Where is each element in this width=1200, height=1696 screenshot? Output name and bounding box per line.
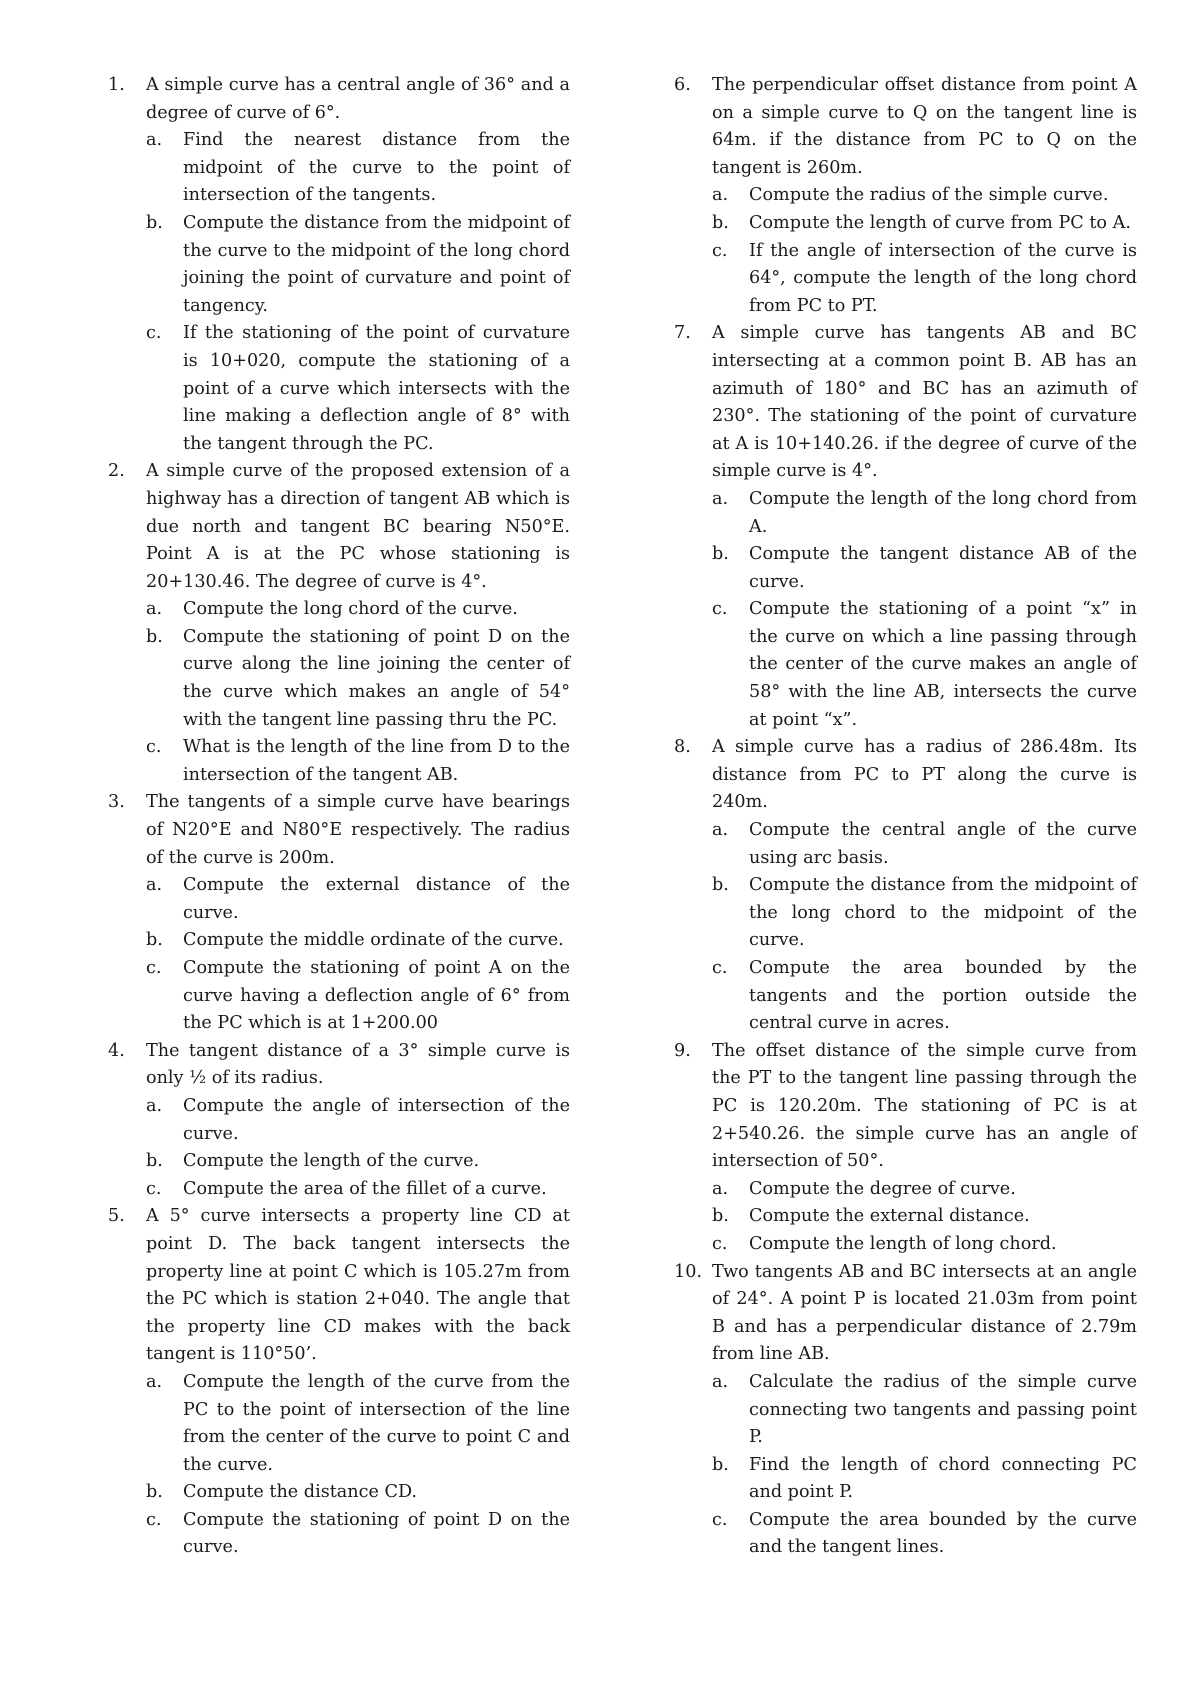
sub-question-text: Calculate the radius of the simple curve connecting two tangents and passing point P.	[749, 1371, 1137, 1448]
question-text: The tangent distance of a 3° simple curve is only ½ of its radius.	[146, 1040, 570, 1089]
sub-question-b	[712, 1452, 1137, 1507]
sub-question-letter: b.	[712, 1206, 729, 1227]
sub-question-text: Compute the length of long chord.	[749, 1233, 1057, 1254]
question-6	[674, 72, 1137, 320]
sub-question-c	[712, 238, 1137, 321]
sub-question-letter: c.	[146, 323, 162, 344]
sub-question-letter: c.	[146, 737, 162, 758]
sub-question-letter: b.	[712, 212, 729, 233]
question-10	[674, 1259, 1137, 1563]
question-number: 8.	[674, 737, 691, 758]
sub-question-text: Compute the area bounded by the curve and the tangent lines.	[749, 1509, 1137, 1558]
sub-question-letter: a.	[146, 1371, 163, 1392]
sub-question-c	[146, 320, 570, 458]
sub-question-text: What is the length of the line from D to the intersection of the tangent AB.	[183, 737, 570, 785]
sub-question-a	[146, 1369, 570, 1479]
sub-question-c	[712, 1507, 1137, 1562]
sub-question-text: Compute the tangent distance AB of the curve.	[749, 544, 1137, 592]
sub-question-letter: a.	[712, 1178, 729, 1199]
question-number: 1.	[108, 75, 125, 95]
question-9	[674, 1038, 1137, 1259]
sub-question-b	[146, 210, 570, 320]
sub-question-a	[712, 1176, 1137, 1204]
sub-question-text: Compute the central angle of the curve using arc basis.	[749, 820, 1137, 868]
sub-question-letter: a.	[712, 185, 729, 206]
sub-question-letter: c.	[146, 958, 162, 978]
sub-question-letter: c.	[712, 958, 728, 978]
question-number: 6.	[674, 75, 691, 95]
question-text: The perpendicular offset distance from point A on a simple curve to Q on the tangent line is 64m. if the distance from PC to Q on the tangent is 260m.	[712, 75, 1137, 178]
sub-question-a	[146, 596, 570, 624]
sub-question-letter: b.	[712, 1454, 729, 1475]
sub-question-b	[146, 1148, 570, 1176]
question-number: 7.	[674, 323, 691, 344]
sub-question-text: Find the nearest distance from the midpoint of the curve to the point of intersection of the tangents.	[183, 130, 570, 206]
question-1	[108, 72, 570, 458]
sub-question-letter: a.	[712, 488, 729, 509]
sub-question-letter: c.	[146, 1509, 162, 1530]
sub-question-letter: c.	[146, 1178, 162, 1199]
question-number: 5.	[108, 1206, 125, 1227]
sub-question-c	[146, 1176, 570, 1204]
sub-question-text: Compute the length of the curve from the PC to the point of intersection of the line from the center of the curve to point C and the curve.	[183, 1371, 570, 1475]
question-number: 2.	[108, 461, 125, 482]
question-body	[712, 72, 1137, 320]
sub-question-a	[146, 127, 570, 210]
question-body	[712, 1038, 1137, 1259]
question-text: A simple curve has tangents AB and BC intersecting at a common point B. AB has an azimuth of 180° and BC has an azimuth of 230°. The stationing of the point of curvature at A is 10+140.26. if the degree of curve of the simple curve is 4°.	[712, 323, 1137, 482]
sub-question-letter: b.	[712, 544, 729, 565]
sub-question-a	[146, 872, 570, 927]
sub-question-letter: b.	[146, 930, 163, 951]
question-3	[108, 789, 570, 1037]
sub-question-text: Compute the degree of curve.	[749, 1178, 1016, 1199]
question-body	[146, 789, 570, 1037]
sub-question-text: Compute the length of the curve.	[183, 1151, 480, 1172]
sub-question-letter: b.	[712, 875, 729, 896]
sub-question-a	[712, 1369, 1137, 1452]
sub-question-letter: a.	[712, 820, 729, 841]
question-2	[108, 458, 570, 789]
sub-question-letter: a.	[146, 875, 163, 896]
sub-question-text: If the stationing of the point of curvature is 10+020, compute the stationing of a point of a curve which intersects with the line making a deflection angle of 8° with the tangent through the PC.	[183, 323, 570, 454]
question-number: 9.	[674, 1040, 691, 1061]
question-body	[146, 72, 570, 458]
sub-question-text: Compute the stationing of point A on the curve having a deflection angle of 6° from the PC which is at 1+200.00	[183, 958, 570, 1034]
sub-question-text: If the angle of intersection of the curve is 64°, compute the length of the long chord from PC to PT.	[749, 240, 1137, 316]
sub-question-letter: c.	[712, 1233, 728, 1254]
question-text: A 5° curve intersects a property line CD at point D. The back tangent intersects the property line at point C which is 105.27m from the PC which is station 2+040. The angle that the property line CD makes with the back tangent is 110°50’.	[146, 1206, 570, 1365]
sub-question-text: Compute the distance from the midpoint of the long chord to the midpoint of the curve.	[749, 875, 1137, 951]
sub-question-text: Compute the angle of intersection of the curve.	[183, 1095, 570, 1144]
sub-question-b	[712, 210, 1137, 238]
sub-question-text: Compute the long chord of the curve.	[183, 599, 518, 620]
sub-question-c	[712, 955, 1137, 1038]
right-column	[674, 72, 1137, 1562]
sub-question-letter: a.	[712, 1371, 729, 1392]
question-body	[146, 1203, 570, 1562]
sub-question-c	[712, 596, 1137, 734]
question-number: 10.	[674, 1261, 702, 1282]
sub-question-text: Compute the external distance of the curve.	[183, 875, 570, 923]
sub-question-text: Compute the middle ordinate of the curve.	[183, 930, 564, 951]
sub-question-b	[712, 541, 1137, 596]
sub-question-text: Find the length of chord connecting PC and point P.	[749, 1454, 1137, 1503]
question-body	[146, 1038, 570, 1204]
sub-question-letter: b.	[146, 212, 163, 233]
sub-question-text: Compute the length of the long chord from A.	[749, 488, 1137, 537]
sub-question-c	[146, 955, 570, 1038]
sub-question-c	[712, 1231, 1137, 1259]
sub-question-letter: c.	[712, 240, 728, 261]
sub-question-text: Compute the length of curve from PC to A.	[749, 212, 1131, 233]
left-column	[108, 72, 570, 1562]
question-text: A simple curve of the proposed extension of a highway has a direction of tangent AB which is due north and tangent BC bearing N50°E. Point A is at the PC whose stationing is 20+130.46. The degree of curve is 4°.	[146, 461, 570, 592]
sub-question-letter: c.	[712, 1509, 728, 1530]
sub-question-letter: b.	[146, 626, 163, 647]
sub-question-text: Compute the distance from the midpoint of the curve to the midpoint of the long chord joining the point of curvature and point of tangency.	[183, 212, 570, 316]
sub-question-c	[146, 734, 570, 789]
question-5	[108, 1203, 570, 1562]
question-number: 4.	[108, 1040, 125, 1061]
question-7	[674, 320, 1137, 734]
sub-question-c	[146, 1507, 570, 1562]
question-body	[146, 458, 570, 789]
sub-question-text: Compute the distance CD.	[183, 1482, 418, 1503]
sub-question-b	[146, 624, 570, 734]
sub-question-text: Compute the radius of the simple curve.	[749, 185, 1109, 206]
sub-question-a	[712, 817, 1137, 872]
sub-question-b	[712, 1203, 1137, 1231]
question-text: The offset distance of the simple curve from the PT to the tangent line passing through the PC is 120.20m. The stationing of PC is at 2+540.26. the simple curve has an angle of intersection of 50°.	[712, 1040, 1137, 1172]
sub-question-text: Compute the area bounded by the tangents and the portion outside the central curve in acres.	[749, 958, 1137, 1034]
question-body	[712, 1259, 1137, 1563]
question-text: The tangents of a simple curve have bearings of N20°E and N80°E respectively. The radius of the curve is 200m.	[146, 792, 570, 868]
question-body	[712, 320, 1137, 734]
sub-question-letter: a.	[146, 130, 163, 151]
sub-question-text: Compute the external distance.	[749, 1206, 1030, 1227]
sub-question-letter: a.	[146, 1095, 163, 1116]
sub-question-text: Compute the stationing of a point “x” in the curve on which a line passing through the center of the curve makes an angle of 58° with the line AB, intersects the curve at point “x”.	[749, 599, 1137, 730]
sub-question-letter: a.	[146, 599, 163, 620]
question-4	[108, 1038, 570, 1204]
question-body	[712, 734, 1137, 1038]
sub-question-letter: b.	[146, 1151, 163, 1172]
sub-question-b	[712, 872, 1137, 955]
sub-question-text: Compute the stationing of point D on the curve.	[183, 1509, 570, 1558]
sub-question-letter: b.	[146, 1482, 163, 1503]
question-number: 3.	[108, 792, 125, 813]
question-text: Two tangents AB and BC intersects at an angle of 24°. A point P is located 21.03m from point B and has a perpendicular distance of 2.79m from line AB.	[712, 1261, 1137, 1365]
sub-question-letter: c.	[712, 599, 728, 620]
sub-question-a	[146, 1093, 570, 1148]
sub-question-a	[712, 486, 1137, 541]
question-8	[674, 734, 1137, 1038]
sub-question-text: Compute the stationing of point D on the curve along the line joining the center of the curve which makes an angle of 54° with the tangent line passing thru the PC.	[183, 626, 570, 730]
sub-question-text: Compute the area of the fillet of a curve.	[183, 1178, 547, 1199]
question-text: A simple curve has a radius of 286.48m. Its distance from PC to PT along the curve is 240m.	[712, 737, 1137, 813]
sub-question-b	[146, 927, 570, 955]
question-text: A simple curve has a central angle of 36° and a degree of curve of 6°.	[146, 75, 570, 123]
sub-question-b	[146, 1479, 570, 1507]
sub-question-a	[712, 182, 1137, 210]
